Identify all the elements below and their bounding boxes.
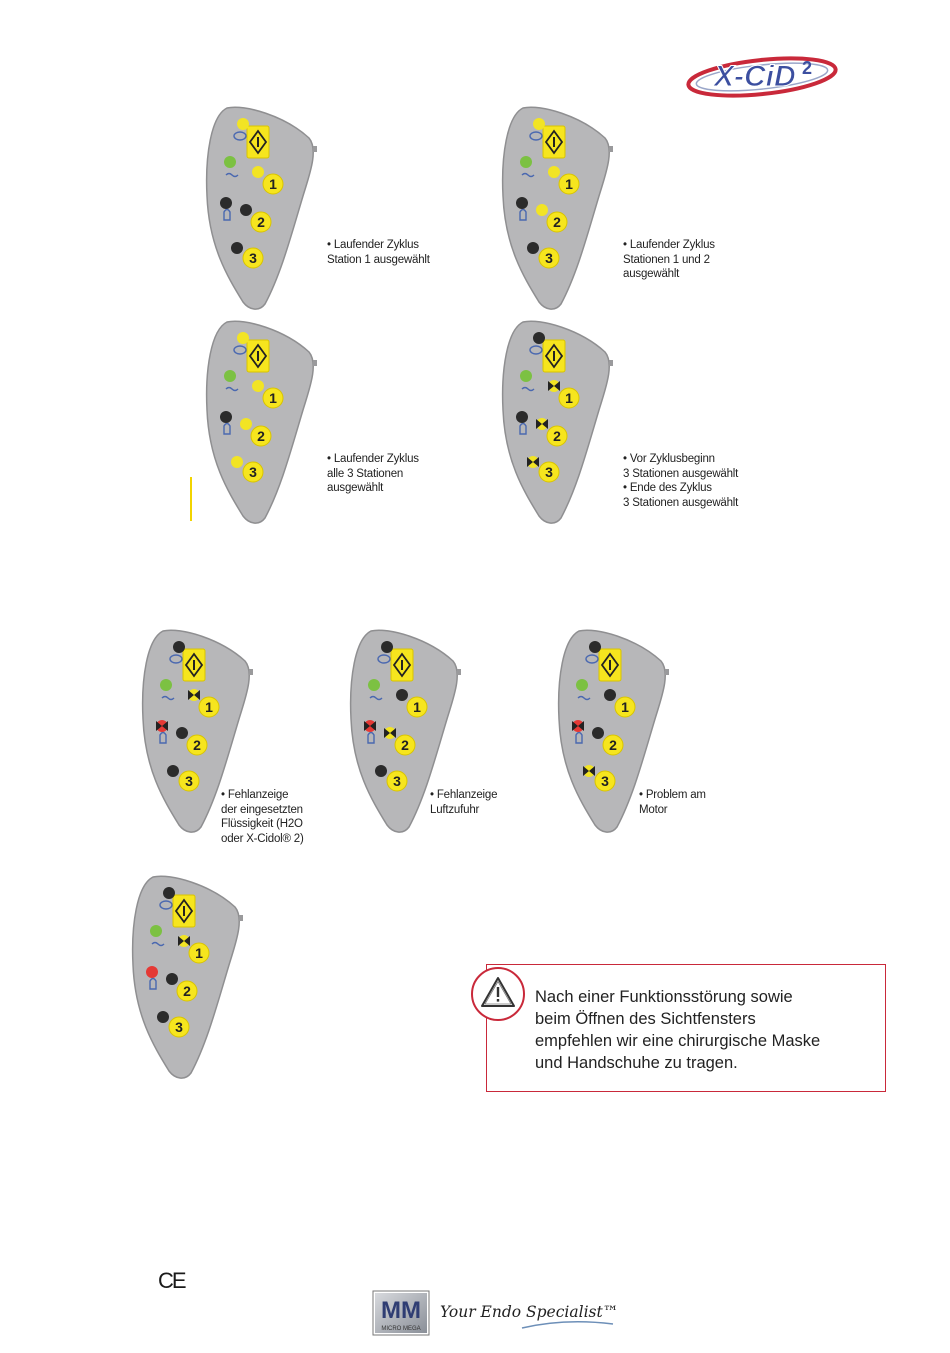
- station-2-button: [547, 212, 567, 232]
- caption-line: • Fehlanzeige: [221, 789, 289, 801]
- station-2-button: [395, 735, 415, 755]
- svg-text:1: 1: [413, 699, 421, 715]
- svg-text:2: 2: [401, 737, 409, 753]
- caption-line: alle 3 Stationen: [327, 467, 404, 480]
- station-3-button: [539, 248, 559, 268]
- fault-led: [516, 411, 528, 423]
- caption-panel-1: [327, 238, 430, 267]
- svg-text:2: 2: [183, 983, 191, 999]
- water-led: [576, 679, 588, 691]
- caption-panel-6: [430, 788, 497, 817]
- fault-led: [220, 197, 232, 209]
- station-3-button: [179, 771, 199, 791]
- fault-blinking-led: [572, 720, 584, 732]
- caption-panel-3: [327, 452, 419, 496]
- water-led: [520, 156, 532, 168]
- micro-mega-logo: [372, 1290, 430, 1336]
- caption-panel-2: [623, 238, 715, 282]
- water-led: [160, 679, 172, 691]
- svg-text:1: 1: [565, 390, 573, 406]
- fault-led: [220, 411, 232, 423]
- svg-text:2: 2: [257, 428, 265, 444]
- station-3-led: [231, 456, 243, 468]
- caption-line: ausgewählt: [327, 482, 384, 494]
- station-2-led: [176, 727, 188, 739]
- caption-line: Stationen 1 und 2: [623, 253, 710, 266]
- start-button: [391, 649, 413, 681]
- station-2-led: [166, 973, 178, 985]
- caption-line: Flüssigkeit (H2O: [221, 818, 303, 830]
- station-3-button: [243, 462, 263, 482]
- start-button: [247, 340, 269, 372]
- svg-text:1: 1: [269, 176, 277, 192]
- station-2-blinking-led: [536, 418, 548, 430]
- start-button: [183, 649, 205, 681]
- station-2-button: [251, 212, 271, 232]
- svg-text:MM: MM: [381, 1297, 421, 1324]
- station-1-button: [263, 388, 283, 408]
- caption-line: Luftzufuhr: [430, 803, 480, 816]
- warning-triangle-icon: [470, 966, 526, 1022]
- water-led: [368, 679, 380, 691]
- control-panel: [205, 320, 319, 525]
- caption-line: • Problem am: [639, 789, 706, 801]
- caption-line: Station 1 ausgewählt: [327, 253, 430, 266]
- station-3-button: [387, 771, 407, 791]
- water-led: [520, 370, 532, 382]
- caption-line: 3 Stationen ausgewählt: [623, 496, 739, 509]
- caption-panel-7: [639, 788, 706, 817]
- svg-text:2: 2: [193, 737, 201, 753]
- warning-line: und Handschuhe zu tragen.: [535, 1054, 738, 1072]
- station-1-blinking-led: [178, 935, 190, 947]
- station-1-button: [407, 697, 427, 717]
- svg-text:3: 3: [249, 250, 257, 266]
- station-2-button: [547, 426, 567, 446]
- station-3-led: [167, 765, 179, 777]
- station-1-blinking-led: [188, 689, 200, 701]
- ready-led: [237, 332, 249, 344]
- caption-panel-5: [221, 788, 304, 846]
- caption-line: • Laufender Zyklus: [623, 239, 715, 251]
- svg-text:2: 2: [553, 428, 561, 444]
- fault-blinking-led: [364, 720, 376, 732]
- caption-line: • Ende des Zyklus: [623, 482, 712, 494]
- water-led: [224, 156, 236, 168]
- station-2-button: [187, 735, 207, 755]
- svg-text:2: 2: [257, 214, 265, 230]
- water-led: [150, 925, 162, 937]
- ready-led: [163, 887, 175, 899]
- warning-line: Nach einer Funktionsstörung sowie: [535, 988, 793, 1006]
- start-button: [543, 340, 565, 372]
- station-3-button: [539, 462, 559, 482]
- station-1-button: [559, 174, 579, 194]
- caption-line: • Fehlanzeige: [430, 789, 498, 801]
- fault-blinking-led: [156, 720, 168, 732]
- station-2-led: [592, 727, 604, 739]
- station-1-led: [252, 166, 264, 178]
- ready-led: [173, 641, 185, 653]
- ready-led: [589, 641, 601, 653]
- svg-text:3: 3: [175, 1019, 183, 1035]
- svg-text:3: 3: [545, 464, 553, 480]
- control-panel: [501, 106, 615, 311]
- caption-line: • Laufender Zyklus: [327, 239, 419, 251]
- start-button: [173, 895, 195, 927]
- station-1-blinking-led: [548, 380, 560, 392]
- ready-led: [237, 118, 249, 130]
- water-led: [224, 370, 236, 382]
- control-panel: [205, 106, 319, 311]
- station-1-led: [252, 380, 264, 392]
- svg-text:3: 3: [601, 773, 609, 789]
- station-1-led: [548, 166, 560, 178]
- svg-text:3: 3: [545, 250, 553, 266]
- station-2-blinking-led: [384, 727, 396, 739]
- station-1-led: [396, 689, 408, 701]
- control-panel: [501, 320, 615, 525]
- station-1-button: [189, 943, 209, 963]
- svg-text:2: 2: [802, 58, 813, 78]
- tagline-swoosh: [520, 1316, 615, 1332]
- ce-mark: CE: [158, 1268, 185, 1293]
- start-button: [247, 126, 269, 158]
- caption-line: 3 Stationen ausgewählt: [623, 467, 739, 480]
- svg-text:1: 1: [269, 390, 277, 406]
- caption-panel-4: [623, 452, 738, 510]
- svg-text:1: 1: [205, 699, 213, 715]
- svg-text:1: 1: [195, 945, 203, 961]
- station-2-led: [240, 204, 252, 216]
- station-3-button: [243, 248, 263, 268]
- station-2-button: [177, 981, 197, 1001]
- station-1-button: [559, 388, 579, 408]
- station-1-button: [199, 697, 219, 717]
- station-2-button: [603, 735, 623, 755]
- svg-text:1: 1: [621, 699, 629, 715]
- svg-text:X-CiD: X-CiD: [714, 60, 796, 93]
- margin-marker: [190, 477, 192, 521]
- svg-text:MICRO MEGA: MICRO MEGA: [381, 1326, 421, 1332]
- station-1-led: [604, 689, 616, 701]
- station-3-led: [231, 242, 243, 254]
- control-panel: [131, 875, 245, 1080]
- x-cid-logo: [684, 50, 840, 100]
- ready-led: [381, 641, 393, 653]
- station-3-led: [157, 1011, 169, 1023]
- station-3-led: [375, 765, 387, 777]
- station-3-blinking-led: [583, 765, 595, 777]
- start-button: [599, 649, 621, 681]
- svg-text:3: 3: [185, 773, 193, 789]
- caption-line: oder X-Cidol® 2): [221, 832, 304, 845]
- fault-led: [146, 966, 158, 978]
- station-3-blinking-led: [527, 456, 539, 468]
- svg-text:3: 3: [393, 773, 401, 789]
- svg-text:1: 1: [565, 176, 573, 192]
- caption-line: ausgewählt: [623, 268, 680, 280]
- station-2-button: [251, 426, 271, 446]
- caption-line: • Vor Zyklusbeginn: [623, 453, 715, 465]
- caption-line: Motor: [639, 803, 668, 816]
- svg-text:2: 2: [553, 214, 561, 230]
- caption-line: • Laufender Zyklus: [327, 453, 419, 465]
- svg-text:3: 3: [249, 464, 257, 480]
- station-3-button: [169, 1017, 189, 1037]
- station-1-button: [263, 174, 283, 194]
- warning-line: beim Öffnen des Sichtfensters: [535, 1010, 756, 1028]
- station-3-led: [527, 242, 539, 254]
- warning-text: [535, 986, 875, 1074]
- ready-led: [533, 332, 545, 344]
- fault-led: [516, 197, 528, 209]
- station-1-button: [615, 697, 635, 717]
- ready-led: [533, 118, 545, 130]
- station-2-led: [240, 418, 252, 430]
- svg-text:2: 2: [609, 737, 617, 753]
- station-2-led: [536, 204, 548, 216]
- station-3-button: [595, 771, 615, 791]
- start-button: [543, 126, 565, 158]
- caption-line: der eingesetzten: [221, 803, 303, 816]
- tagline: Your Endo Specialist™: [440, 1303, 619, 1321]
- warning-line: empfehlen wir eine chirurgische Maske: [535, 1032, 821, 1050]
